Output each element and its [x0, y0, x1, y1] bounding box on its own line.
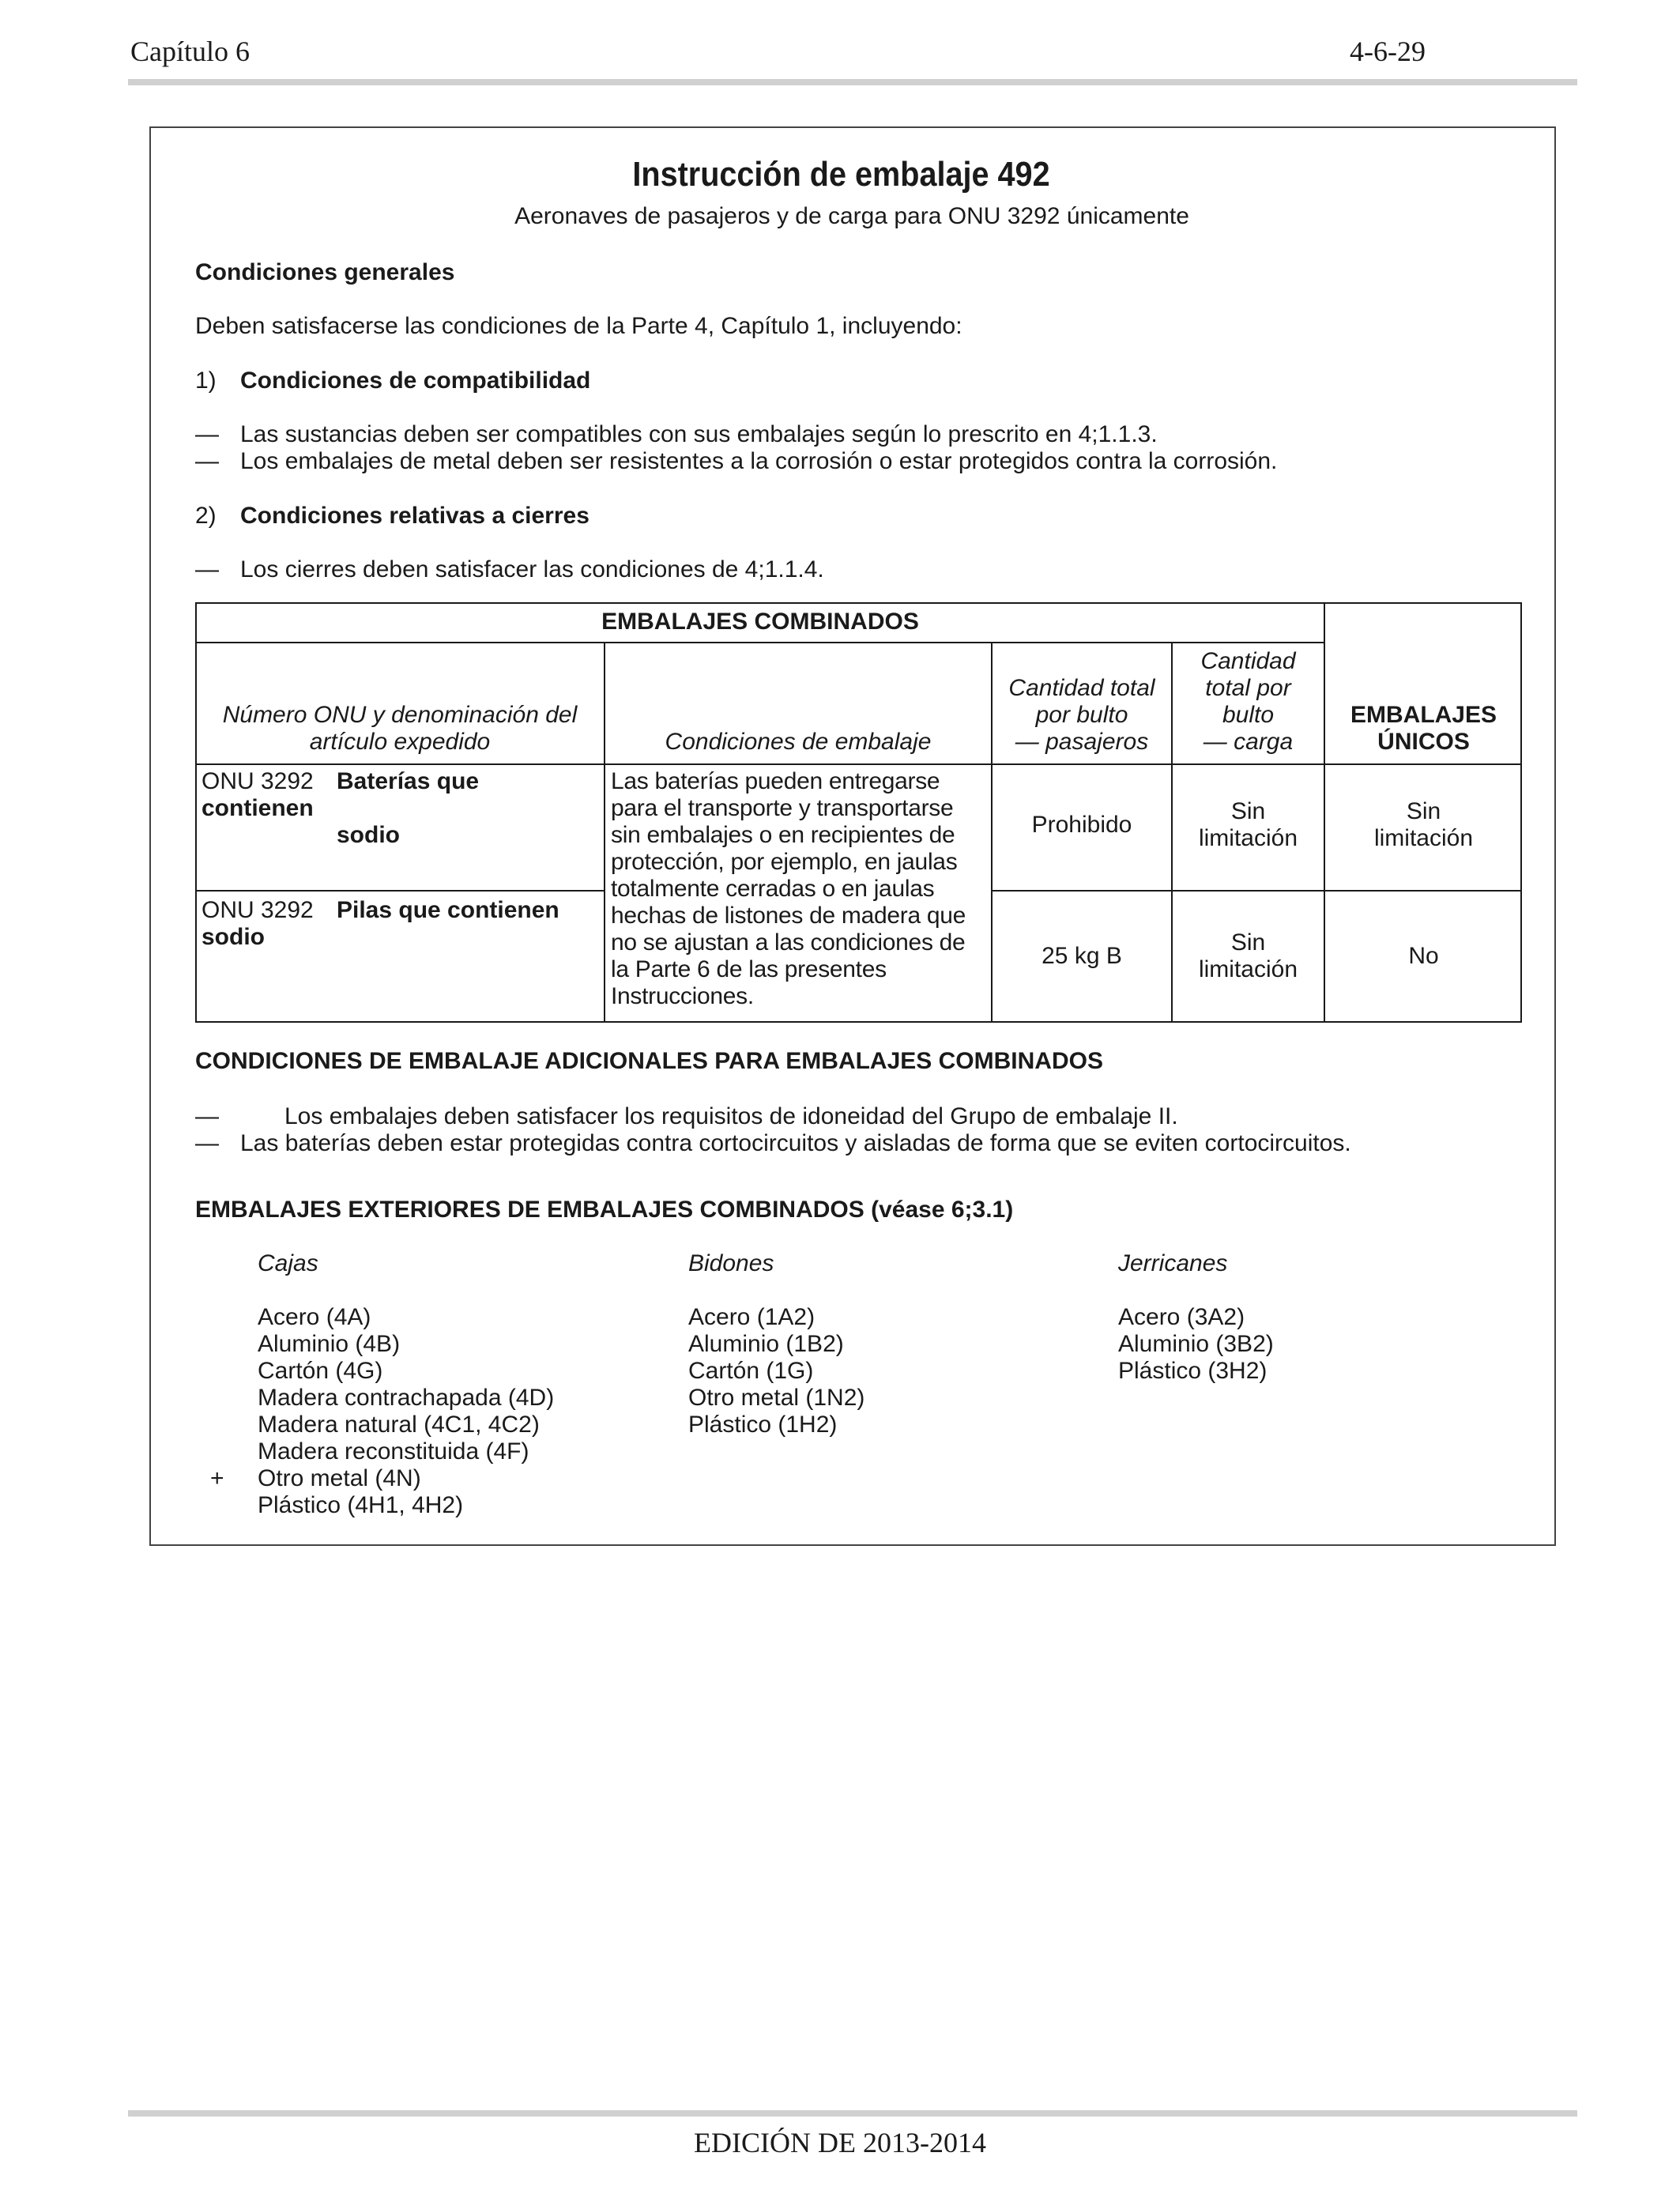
list-item: Aluminio (3B2) — [1118, 1331, 1274, 1357]
section-title-compatibility: Condiciones de compatibilidad — [240, 368, 591, 394]
additional-item: Las baterías deben estar protegidas contra cortocircuitos y aisladas de forma que se eviten cortocircuitos. — [240, 1130, 1351, 1156]
outer-column-title: Bidones — [688, 1250, 774, 1276]
chapter-label: Capítulo 6 — [130, 36, 250, 67]
column-header-conditions: Condiciones de embalaje — [665, 729, 932, 755]
table-row-name: contienen — [202, 795, 314, 821]
row1-passenger-qty: Prohibido — [1031, 812, 1132, 838]
list-item: Otro metal (1N2) — [688, 1385, 865, 1411]
page-number: 4-6-29 — [1350, 36, 1426, 67]
list-item: Aluminio (4B) — [258, 1331, 401, 1357]
list-item: Cartón (1G) — [688, 1358, 814, 1384]
table-row-un-number: ONU 3292 — [202, 897, 314, 923]
change-marker: + — [210, 1465, 224, 1491]
outer-list-drums — [688, 1304, 864, 1438]
outer-list-boxes — [258, 1304, 554, 1519]
row2-passenger-qty: 25 kg B — [1042, 943, 1122, 969]
packing-conditions-text: Las baterías pueden entregarse para el transporte y transportarse sin embalajes o en recipientes de protección, por ejemplo, en jaulas totalmente cerradas o en jaulas hechas de listones de madera que no se ajustan a las condiciones de la Parte 6 de las presentes Instrucciones. — [611, 768, 966, 1009]
general-heading: Condiciones generales — [195, 259, 455, 285]
list-item: Madera natural (4C1, 4C2) — [258, 1412, 540, 1438]
outer-list-jerricans — [1118, 1304, 1274, 1385]
list-item: Plástico (3H2) — [1118, 1358, 1268, 1384]
row2-single-packaging: No — [1408, 943, 1439, 969]
additional-item: Los embalajes deben satisfacer los requisitos de idoneidad del Grupo de embalaje II. — [284, 1103, 1178, 1129]
dash: — — [195, 556, 219, 582]
compatibility-item: Las sustancias deben ser compatibles con sus embalajes según lo prescrito en 4;1.1.3. — [240, 421, 1158, 447]
row1-single-packaging: Sin limitación — [1373, 798, 1474, 851]
section-title-closures: Condiciones relativas a cierres — [240, 503, 590, 529]
list-item: Aluminio (1B2) — [688, 1331, 844, 1357]
outer-heading: EMBALAJES EXTERIORES DE EMBALAJES COMBINADOS (véase 6;3.1) — [195, 1197, 1014, 1223]
dash: — — [195, 421, 219, 447]
packaging-table — [195, 602, 1522, 1023]
list-item: Madera contrachapada (4D) — [258, 1385, 555, 1411]
dash: — — [195, 1130, 219, 1156]
column-header-cargo: Cantidad total por bulto — carga — [1200, 648, 1296, 755]
dash: — — [195, 1103, 219, 1129]
list-item: Acero (4A) — [258, 1304, 371, 1330]
column-header-single: EMBALAJES ÚNICOS — [1350, 702, 1497, 755]
additional-heading: CONDICIONES DE EMBALAJE ADICIONALES PARA EMBALAJES COMBINADOS — [195, 1048, 1103, 1074]
list-item: Cartón (4G) — [258, 1358, 383, 1384]
footer-rule — [128, 2110, 1577, 2117]
list-item: Acero (3A2) — [1118, 1304, 1245, 1330]
section-number: 2) — [195, 503, 217, 529]
list-item: Acero (1A2) — [688, 1304, 816, 1330]
section-number: 1) — [195, 368, 217, 394]
table-group-header: EMBALAJES COMBINADOS — [601, 609, 919, 635]
row1-cargo-qty: Sin limitación — [1198, 798, 1298, 851]
header-rule — [128, 79, 1577, 85]
table-row-name: Pilas que contienen — [337, 897, 559, 923]
outer-column-title: Jerricanes — [1118, 1250, 1228, 1276]
column-header-un: Número ONU y denominación del artículo expedido — [222, 702, 578, 755]
list-item: Plástico (1H2) — [688, 1412, 838, 1438]
edition-footer: EDICIÓN DE 2013-2014 — [694, 2127, 986, 2158]
closures-item: Los cierres deben satisfacer las condiciones de 4;1.1.4. — [240, 556, 824, 582]
list-item: Madera reconstituida (4F) — [258, 1438, 529, 1465]
general-intro: Deben satisfacerse las condiciones de la Parte 4, Capítulo 1, incluyendo: — [195, 313, 962, 339]
compatibility-item: Los embalajes de metal deben ser resistentes a la corrosión o estar protegidos contra la corrosión. — [240, 448, 1278, 474]
outer-column-title: Cajas — [258, 1250, 318, 1276]
table-row-name: Baterías que — [337, 768, 480, 794]
table-row-un-number: ONU 3292 — [202, 768, 314, 794]
page-subtitle: Aeronaves de pasajeros y de carga para ONU 3292 únicamente — [514, 203, 1189, 229]
dash: — — [195, 448, 219, 474]
table-row-name: sodio — [202, 924, 265, 950]
column-header-passenger: Cantidad total por bulto — pasajeros — [1008, 675, 1155, 755]
list-item: Otro metal (4N) — [258, 1465, 421, 1491]
page-title: Instrucción de embalaje 492 — [632, 155, 1050, 194]
table-row-name: sodio — [337, 822, 400, 848]
row2-cargo-qty: Sin limitación — [1198, 929, 1298, 982]
list-item: Plástico (4H1, 4H2) — [258, 1492, 464, 1518]
